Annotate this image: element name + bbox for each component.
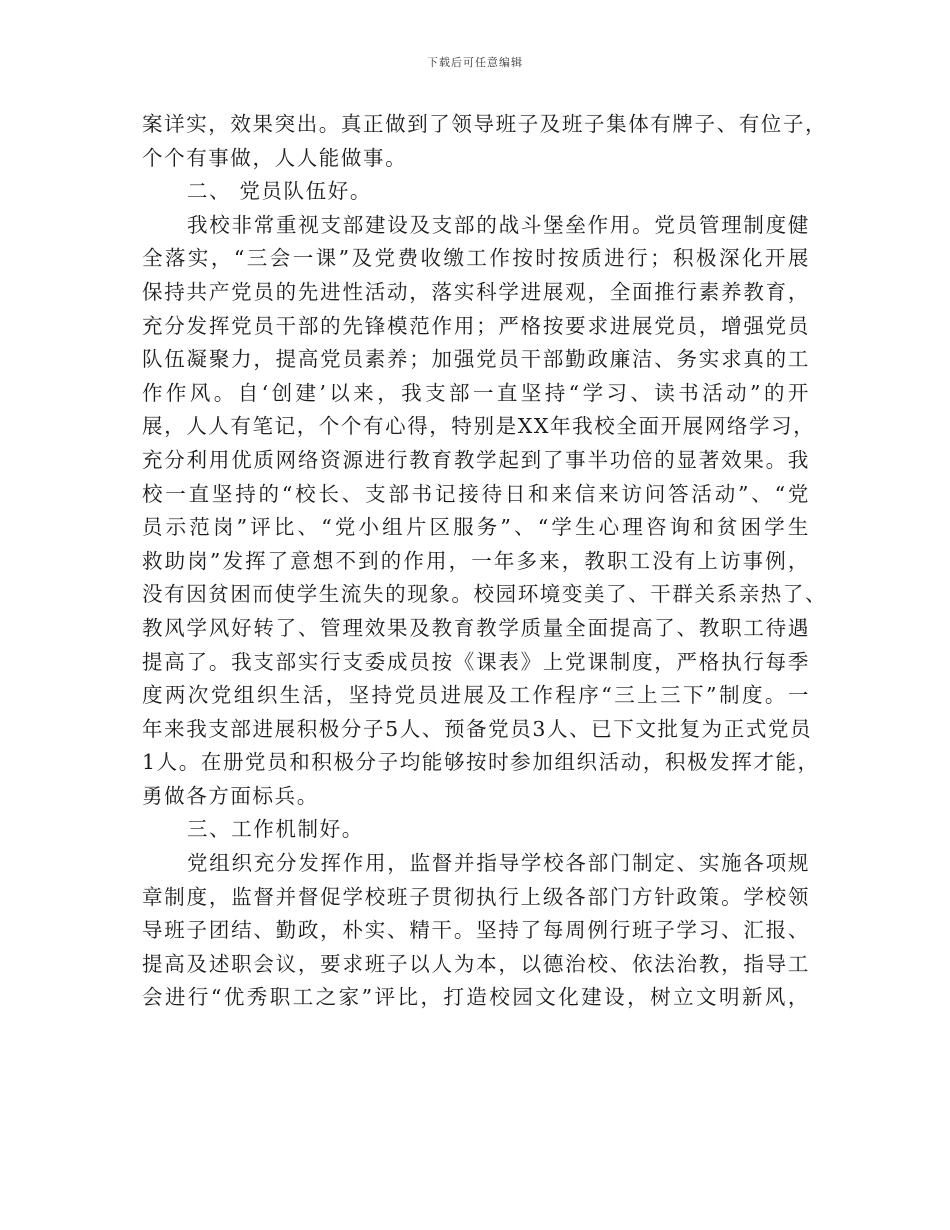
paragraph-line: 案详实，效果突出。真正做到了领导班子及班子集体有牌子、有位子， [142,112,828,136]
paragraph-line: 提高了。我支部实行支委成员按《课表》上党课制度，严格执行每季 [142,649,810,674]
paragraph-line: 度两次党组织生活，坚持党员进展及工作程序“三上三下”制度。一 [142,683,810,708]
page-header: 下载后可任意编辑 [427,56,523,69]
paragraph-line: 员示范岗”评比、“党小组片区服务”、“学生心理咨询和贫困学生 [142,515,810,540]
document-body [142,108,828,1015]
paragraph-line: 勇做各方面标兵。 [142,783,319,808]
paragraph-line: 教风学风好转了、管理效果及教育教学质量全面提高了、教职工待遇 [142,615,810,640]
paragraph-line: 会进行“优秀职工之家”评比，打造校园文化建设，树立文明新风， [142,985,810,1010]
paragraph-line: 充分发挥党员干部的先锋模范作用；严格按要求进展党员，增强党员 [142,313,810,338]
paragraph-line: 我校非常重视支部建设及支部的战斗堡垒作用。党员管理制度健 [187,212,810,237]
paragraph-line: 导班子团结、勤政，朴实、精干。坚持了每周例行班子学习、汇报、 [142,918,810,943]
paragraph-line: 1人。在册党员和积极分子均能够按时参加组织活动，积极发挥才能， [142,750,820,775]
paragraph-line: 全落实，“三会一课”及党费收缴工作按时按质进行；积极深化开展 [142,246,810,271]
paragraph-line: 提高及述职会议，要求班子以人为本，以德治校、依法治教，指导工 [142,951,810,976]
paragraph-line: 三、工作机制好。 [187,817,364,842]
paragraph-line: 年来我支部进展积极分子5人、预备党员3人、已下文批复为正式党员 [142,716,813,741]
paragraph-line: 个个有事做，人人能做事。 [142,145,408,170]
paragraph-line: 救助岗”发挥了意想不到的作用，一年多来，教职工没有上访事例， [142,548,810,573]
paragraph-line: 保持共产党员的先进性活动，落实科学进展观，全面推行素养教育， [142,279,810,304]
paragraph-line: 二、 党员队伍好。 [187,179,372,204]
paragraph-line: 党组织充分发挥作用，监督并指导学校各部门制定、实施各项规 [187,851,810,876]
paragraph-line: 充分利用优质网络资源进行教育教学起到了事半功倍的显著效果。我 [142,447,810,472]
paragraph-line: 展，人人有笔记，个个有心得，特别是XX年我校全面开展网络学习， [142,414,816,439]
paragraph-line: 校一直坚持的“校长、支部书记接待日和来信来访问答活动”、“党 [142,481,810,506]
paragraph-line: 章制度，监督并督促学校班子贯彻执行上级各部门方针政策。学校领 [142,884,810,909]
paragraph-line: 没有因贫困而使学生流失的现象。校园环境变美了、干群关系亲热了、 [142,582,828,607]
paragraph-line: 队伍凝聚力，提高党员素养；加强党员干部勤政廉洁、务实求真的工 [142,347,810,372]
paragraph-line: 作作风。自‘创建’以来，我支部一直坚持“学习、读书活动”的开 [142,380,810,405]
